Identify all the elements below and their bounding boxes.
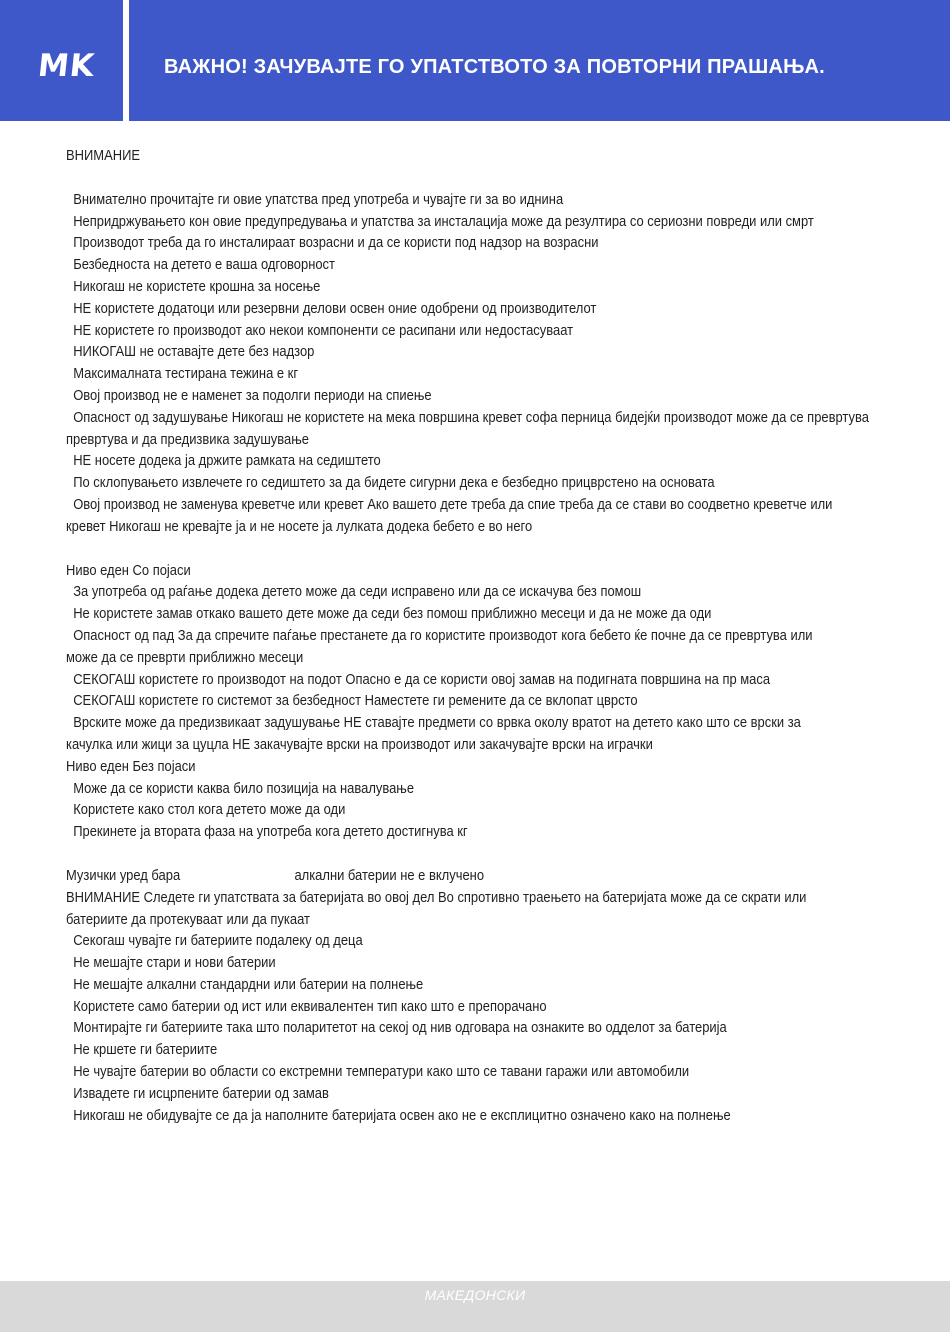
footer-language: МАКЕДОНСКИ <box>424 1287 526 1303</box>
section-heading-belts: Ниво еден Со појаси <box>66 562 191 579</box>
page-footer <box>0 1281 950 1332</box>
no-belts-item: Прекинете ја втората фаза на употреба кога детето достигнува кг <box>73 824 468 841</box>
battery-requirement-b: алкални батерии не е вклучено <box>294 867 485 884</box>
warning-item: По склопувањето извлечете го седиштето за да бидете сигурни дека е безбедно прицврстено на основата <box>73 475 715 492</box>
language-code-box <box>0 0 123 121</box>
warning-item: Безбедноста на детето е ваша одговорност <box>73 257 335 274</box>
spacer <box>66 168 899 190</box>
battery-item: Користете само батерии од ист или еквивалентен тип како што е препорачано <box>73 998 547 1015</box>
belts-item-continued: може да се преврти приближно месеци <box>66 649 304 666</box>
no-belts-item: Може да се користи каква било позиција на навалување <box>73 780 415 797</box>
warning-title: ВНИМАНИЕ <box>66 148 141 164</box>
no-belts-item: Користете како стол кога детето може да оди <box>73 802 346 819</box>
belts-item-continued: качулка или жици за цуцла НЕ закачувајте врски на производот или закачувајте врски на играчки <box>66 736 653 753</box>
warning-item: Овој производ не е наменет за подолги периоди на спиење <box>73 387 432 404</box>
belts-item: СЕКОГАШ користете го производот на подот Опасно е да се користи овој замав на подигната површина на пр маса <box>73 671 771 688</box>
belts-item: Опасност од пад За да спречите паѓање престанете да го користите производот кога бебето ќе почне да се превртува или <box>73 627 813 644</box>
warning-item: Максималната тестирана тежина е кг <box>73 366 299 383</box>
warning-item: Никогаш не користете крошна за носење <box>73 278 321 295</box>
battery-warning-continued: батериите да протекуваат или да пукаат <box>66 911 310 928</box>
page-header <box>0 0 950 121</box>
warning-item: НЕ користете додатоци или резервни делови освен оние одобрени од производителот <box>73 300 597 317</box>
warning-item: Производот треба да го инсталираат возрасни и да се користи под надзор на возрасни <box>73 235 599 252</box>
battery-item: Секогаш чувајте ги батериите подалеку од деца <box>73 933 363 950</box>
header-title: ВАЖНО! ЗАЧУВАЈТЕ ГО УПАТСТВОТО ЗА ПОВТОРНИ ПРАШАЊА. <box>164 56 825 78</box>
belts-item: СЕКОГАШ користете го системот за безбедност Наместете ги ремените да се вклопат цврсто <box>73 693 638 710</box>
battery-item: Монтирајте ги батериите така што поларитетот на секој од нив одговара на ознаките во одделот за батерија <box>73 1020 727 1037</box>
instructions-body <box>66 146 899 1127</box>
warning-item: НИКОГАШ не оставајте дете без надзор <box>73 344 315 361</box>
section-heading-no-belts: Ниво еден Без појаси <box>66 758 196 775</box>
battery-item: Не мешајте алкални стандардни или батерии на полнење <box>73 976 424 993</box>
warning-item: Овој производ не заменува креветче или кревет Ако вашето дете треба да спие треба да се стави во соодветно креветче или <box>73 496 833 513</box>
battery-item: Никогаш не обидувајте се да ја наполните батеријата освен ако не е експлицитно означено како на полнење <box>73 1107 731 1124</box>
battery-item: Не кршете ги батериите <box>73 1042 218 1059</box>
spacer <box>66 844 899 866</box>
warning-item: НЕ користете го производот ако некои компоненти се расипани или недостасуваат <box>73 322 574 339</box>
battery-item: Не мешајте стари и нови батерии <box>73 955 276 972</box>
battery-warning: ВНИМАНИЕ Следете ги упатствата за батеријата во овој дел Во спротивно траењето на батеријата може да се скрати или <box>66 889 807 906</box>
header-divider <box>123 0 129 121</box>
language-code: MK <box>36 48 97 84</box>
warning-item-continued: кревет Никогаш не кревајте ја и не носете ја лулката додека бебето е во него <box>66 518 533 535</box>
warning-item-continued: превртува и да предизвика задушување <box>66 431 309 448</box>
belts-item: За употреба од раѓање додека детето може да седи исправено или да се искачува без помош <box>73 584 642 601</box>
battery-item: Не чувајте батерии во области со екстремни температури како што се тавани гаражи или автомобили <box>73 1064 690 1081</box>
warning-item: НЕ носете додека ја држите рамката на седиштето <box>73 453 381 470</box>
spacer <box>66 539 899 561</box>
battery-requirement-a: Музички уред бара <box>66 867 181 884</box>
belts-item: Не користете замав откако вашето дете може да седи без помош приближно месеци и да не може да оди <box>73 606 712 623</box>
belts-item: Врските може да предизвикаат задушување НЕ ставајте предмети со врвка околу вратот на детето како што се врски за <box>73 715 801 732</box>
warning-item: Внимателно прочитајте ги овие упатства пред употреба и чувајте ги за во иднина <box>73 191 564 208</box>
warning-item: Опасност од задушување Никогаш не користете на мека површина кревет софа перница бидејќи производот може да се превртува <box>73 409 869 426</box>
warning-item: Непридржувањето кон овие предупредувања и упатства за инсталација може да резултира со сериозни повреди или смрт <box>73 213 814 230</box>
battery-item: Извадете ги исцрпените батерии од замав <box>73 1085 329 1102</box>
battery-requirement <box>66 866 899 888</box>
